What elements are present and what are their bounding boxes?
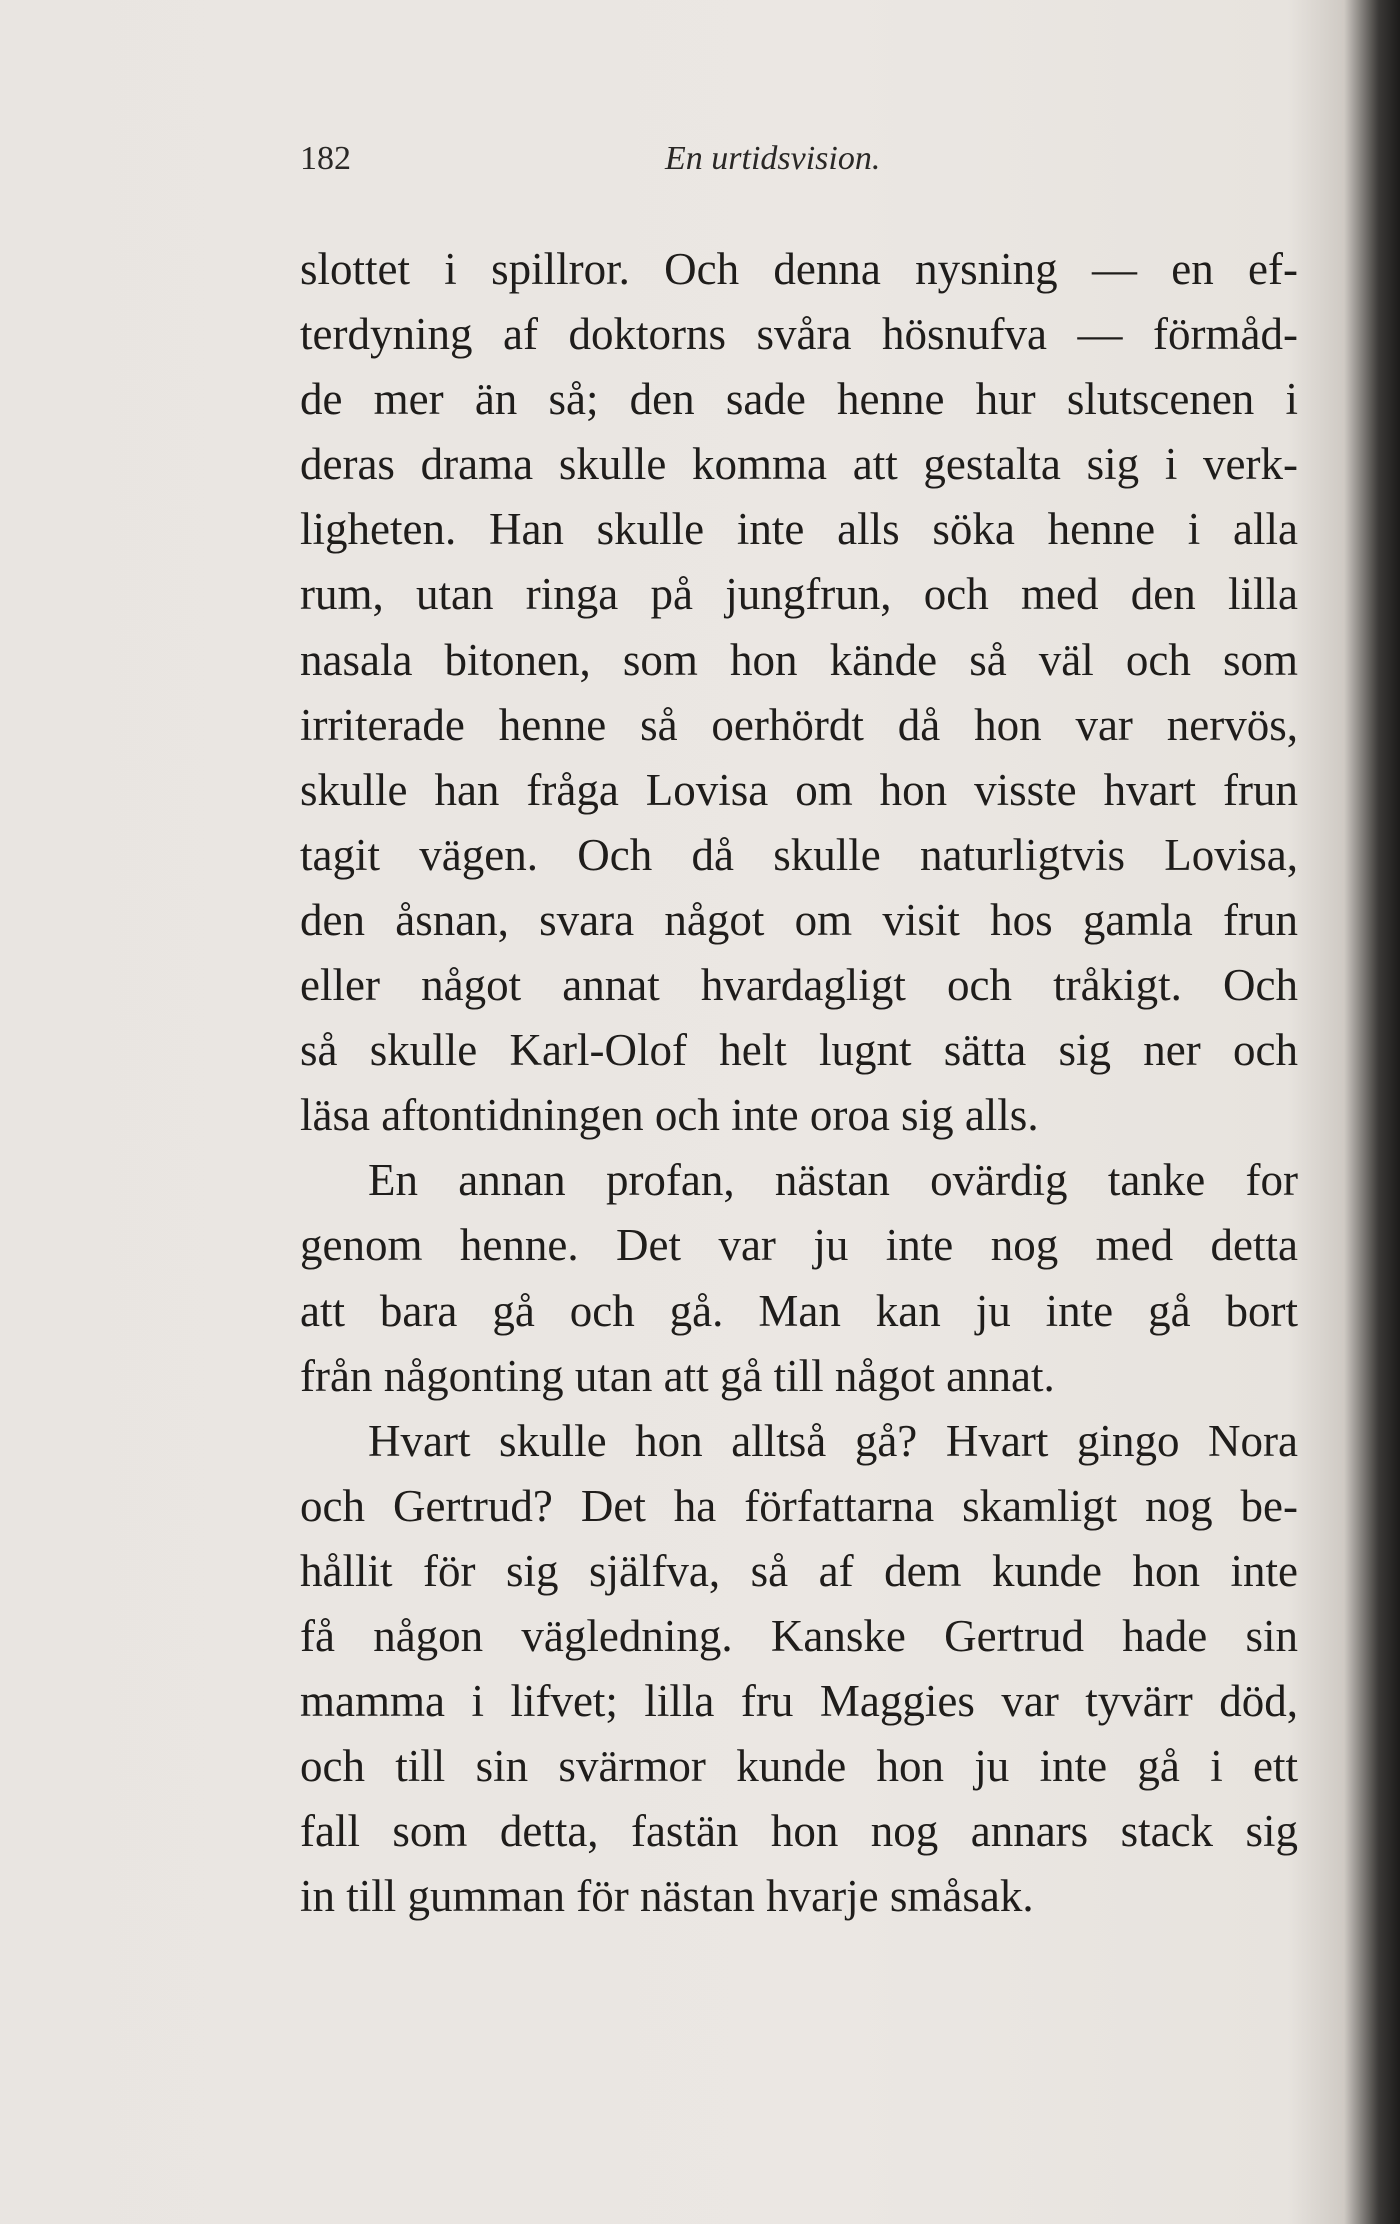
text-line: rum, utan ringa på jungfrun, och med den lilla bbox=[300, 569, 1298, 620]
text-line: eller något annat hvardagligt och tråkigt. Och bbox=[300, 960, 1298, 1011]
text-line: den åsnan, svara något om visit hos gamla frun bbox=[300, 894, 1298, 945]
text-line: genom henne. Det var ju inte nog med detta bbox=[300, 1220, 1298, 1271]
text-line: skulle han fråga Lovisa om hon visste hvart frun bbox=[300, 764, 1298, 815]
text-line: läsa aftontidningen och inte oroa sig alls. bbox=[300, 1090, 1039, 1141]
text-line: hållit för sig själfva, så af dem kunde hon inte bbox=[300, 1545, 1298, 1596]
text-line: tagit vägen. Och då skulle naturligtvis Lovisa, bbox=[300, 829, 1298, 880]
running-title: En urtidsvision. bbox=[665, 140, 881, 177]
text-line: från någonting utan att gå till något annat. bbox=[300, 1350, 1055, 1401]
text-line: att bara gå och gå. Man kan ju inte gå bort bbox=[300, 1285, 1298, 1336]
text-line: och till sin svärmor kunde hon ju inte gå i ett bbox=[300, 1741, 1298, 1792]
text-line: få någon vägledning. Kanske Gertrud hade sin bbox=[300, 1610, 1298, 1661]
text-line: deras drama skulle komma att gestalta sig i verk- bbox=[300, 439, 1298, 490]
body-text bbox=[300, 237, 1298, 1929]
text-line: så skulle Karl-Olof helt lugnt sätta sig ner och bbox=[300, 1025, 1298, 1076]
page-number: 182 bbox=[300, 140, 351, 177]
text-line: En annan profan, nästan ovärdig tanke for bbox=[368, 1155, 1298, 1206]
text-line: och Gertrud? Det ha författarna skamligt nog be- bbox=[300, 1480, 1298, 1531]
text-line: mamma i lifvet; lilla fru Maggies var tyvärr död, bbox=[300, 1676, 1298, 1727]
page-header bbox=[300, 140, 1300, 190]
text-line: fall som detta, fastän hon nog annars stack sig bbox=[300, 1806, 1298, 1857]
text-line: Hvart skulle hon alltså gå? Hvart gingo Nora bbox=[368, 1415, 1298, 1466]
text-line: irriterade henne så oerhördt då hon var nervös, bbox=[300, 699, 1298, 750]
text-line: de mer än så; den sade henne hur slutscenen i bbox=[300, 374, 1298, 425]
text-line: in till gumman för nästan hvarje småsak. bbox=[300, 1871, 1034, 1922]
text-line: terdyning af doktorns svåra hösnufva — förmåd- bbox=[300, 309, 1298, 360]
text-line: nasala bitonen, som hon kände så väl och som bbox=[300, 634, 1298, 685]
text-line: ligheten. Han skulle inte alls söka henne i alla bbox=[300, 504, 1298, 555]
text-line: slottet i spillror. Och denna nysning — en ef- bbox=[300, 244, 1298, 294]
